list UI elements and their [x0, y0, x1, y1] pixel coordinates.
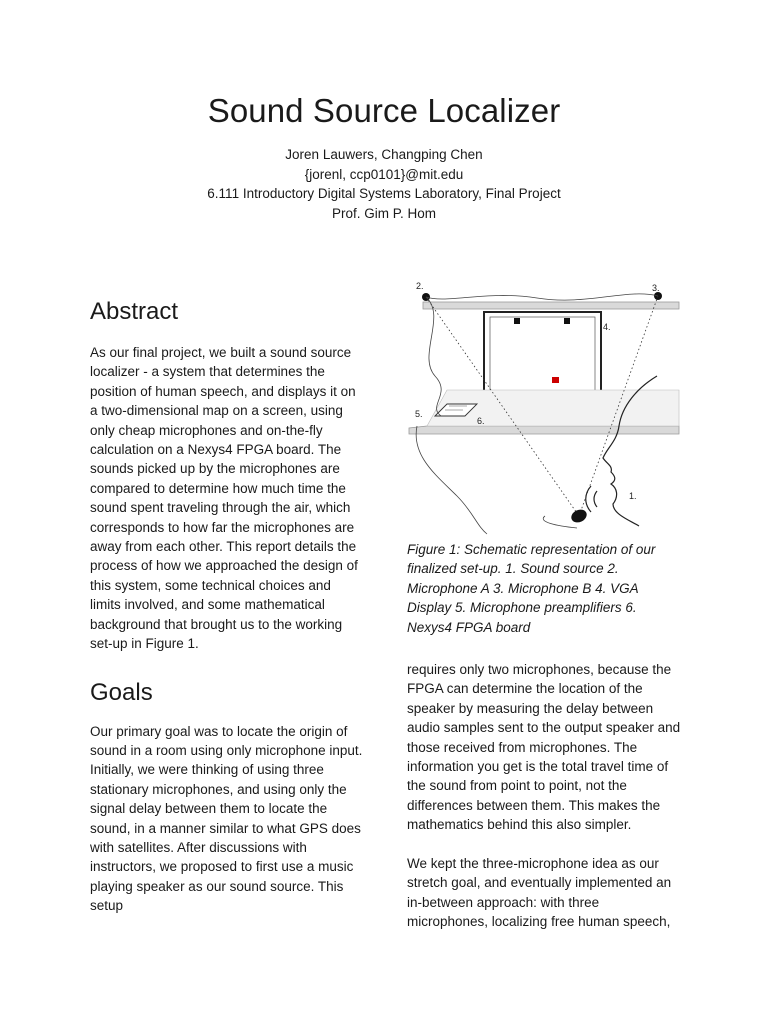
professor: Prof. Gim P. Hom — [331, 205, 437, 221]
source-marker — [552, 377, 559, 383]
label-fpga: 6. — [477, 416, 485, 426]
right-paragraph-1: requires only two microphones, because the FPGA can determine the location of the speaker by measuring the delay between audio samples sent to the output speaker and those received from microphones. The information you get is the total travel time of the sound from point to point, not the differences between them. This makes the mathematics behind this also simpler. — [407, 662, 681, 833]
goals-heading: Goals — [90, 678, 153, 706]
figure-1 — [407, 276, 683, 536]
paper-title: Sound Source Localizer — [207, 92, 561, 129]
abstract-heading: Abstract — [90, 298, 179, 325]
label-source: 1. — [629, 491, 637, 501]
paper-meta — [0, 145, 768, 223]
label-mic-a: 2. — [416, 281, 424, 291]
lower-shelf — [409, 426, 679, 434]
abstract-text: As our final project, we built a sound source localizer - a system that determines the position of human speech, and displays it on a two-dimensional map on a screen, using only cheap microphones and on-the-fly calculation on a Nexys4 FPGA board. The sounds picked up by the microphones are compared to determine how much time the sound spent traveling through the air, which corresponds to how far the microphones are away from each other. This report details the process of how we approached the design of this system, some technical choices and limits involved, and some mathematical background that brought us to the working set-up in Figure 1. — [90, 345, 358, 652]
right-paragraph-2: We kept the three-microphone idea as our stretch goal, and eventually implemented an in-between approach: with three microphones, localizing free human speech, — [407, 855, 672, 929]
upper-shelf — [423, 302, 679, 309]
label-mic-b: 3. — [652, 283, 660, 293]
figure-caption: Figure 1: Schematic representation of our finalized set-up. 1. Sound source 2. Microphone A 3. Microphone B 4. VGA Display 5. Microphone preamplifiers 6. Nexys4 FPGA board — [407, 542, 656, 635]
goals-text: Our primary goal was to locate the origin of sound in a room using only microphone input. Initially, we were thinking of using three stationary microphones, and using only the signal delay between them to locate the sound, in a manner similar to what GPS does with satellites. After discussions with instructors, we proposed to first use a music playing speaker as our sound source. This setup — [90, 723, 363, 914]
right-column — [407, 276, 683, 931]
course: 6.111 Introductory Digital Systems Laboratory, Final Project — [207, 186, 561, 202]
authors: Joren Lauwers, Changping Chen — [285, 147, 483, 162]
label-preamps: 5. — [415, 409, 423, 419]
emails: {jorenl, ccp0101}@mit.edu — [304, 166, 464, 182]
mic-a-marker — [514, 318, 520, 324]
sound-source-icon — [569, 507, 589, 525]
setup-schematic — [407, 276, 683, 536]
label-display: 4. — [603, 322, 611, 332]
mic-b-marker — [564, 318, 570, 324]
left-column — [90, 295, 365, 916]
